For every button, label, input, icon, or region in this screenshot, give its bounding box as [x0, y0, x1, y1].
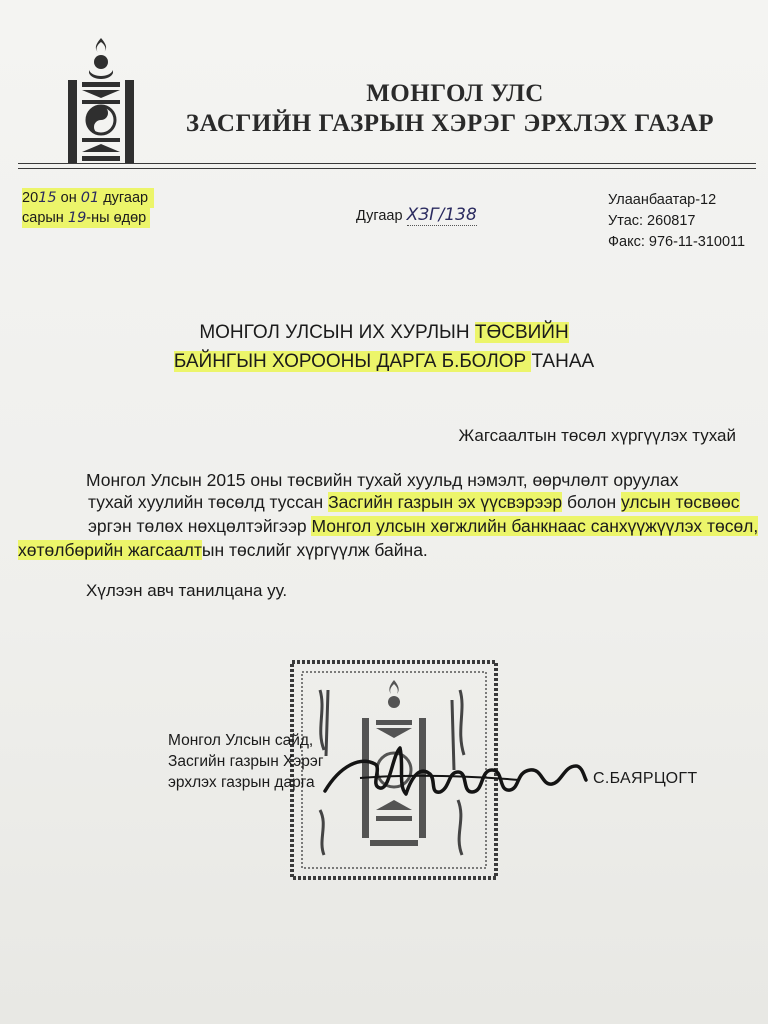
number-label: Дугаар [356, 208, 403, 224]
addressee-line-2-highlight: БАЙНГЫН ХОРООНЫ ДАРГА Б.БОЛОР [173, 351, 532, 372]
number-handwritten: ХЗГ/138 [406, 205, 477, 225]
sender-address [608, 190, 745, 253]
closing-line: Хүлээн авч танилцана уу. [86, 581, 288, 600]
year-suffix: он [60, 190, 77, 206]
body-line-4-b: ын төслийг хүргүүлж байна. [201, 540, 428, 560]
body-line-4 [18, 540, 428, 561]
signatory-line-1: Монгол Улсын сайд, [168, 732, 314, 749]
body-line-2-highlight-2: улсын төсвөөс [621, 492, 740, 512]
signatory-title [168, 730, 324, 793]
address-phone: Утас: 260817 [608, 213, 696, 229]
letter-body [86, 468, 750, 492]
day-handwritten: 19 [67, 210, 87, 226]
header-line-1: МОНГОЛ УЛС [366, 80, 544, 107]
month-suffix: дугаар [103, 190, 149, 206]
addressee-line-1 [0, 318, 768, 347]
header-rule [18, 163, 756, 164]
body-line-3-highlight: Монгол улсын хөгжлийн банкнаас санхүүжүүлэх төсөл, [311, 516, 759, 536]
address-fax: Факс: 976-11-310011 [608, 234, 746, 250]
addressee-line-2-plain: ТАНАА [531, 351, 595, 372]
date-block [22, 188, 154, 228]
body-line-3 [88, 516, 758, 537]
handwritten-signature [320, 736, 590, 806]
day-suffix: -ны өдөр [86, 210, 147, 226]
signatory-line-3: эрхлэх газрын дарга [168, 774, 315, 791]
soyombo-emblem [64, 36, 138, 168]
addressee-line-1-plain: МОНГОЛ УЛСЫН ИХ ХУРЛЫН [199, 322, 475, 343]
signatory-line-2: Засгийн газрын Хэрэг [168, 753, 324, 770]
month-handwritten: 01 [80, 190, 100, 206]
body-line-2 [88, 492, 740, 513]
header-line-2: ЗАСГИЙН ГАЗРЫН ХЭРЭГ ЭРХЛЭХ ГАЗАР [185, 110, 715, 137]
document-number [356, 205, 477, 226]
header-rule-thin [18, 168, 756, 169]
body-line-2-a: тухай хуулийн төсөлд туссан [88, 492, 329, 512]
year-handwritten: 15 [38, 190, 57, 206]
year-prefix: 20 [22, 190, 39, 206]
day-prefix: сарын [22, 210, 64, 226]
body-line-4-highlight: хөтөлбөрийн жагсаалт [18, 540, 202, 560]
date-line-1 [22, 188, 154, 208]
body-line-1: Монгол Улсын 2015 оны төсвийн тухай хуульд нэмэлт, өөрчлөлт оруулах [86, 470, 679, 490]
address-city: Улаанбаатар-12 [608, 192, 717, 208]
body-line-2-highlight-1: Засгийн газрын эх үүсвэрээр [328, 492, 563, 512]
date-line-2 [22, 208, 150, 228]
addressee-line-2 [0, 347, 768, 376]
addressee-line-1-highlight: ТӨСВИЙН [474, 322, 569, 343]
body-line-3-a: эргэн төлөх нөхцөлтэйгээр [88, 516, 312, 536]
letter-subject: Жагсаалтын төсөл хүргүүлэх тухай [458, 426, 736, 445]
addressee [0, 318, 768, 376]
signer-name: С.БАЯРЦОГТ [593, 770, 698, 787]
body-line-2-c: болон [562, 492, 622, 512]
